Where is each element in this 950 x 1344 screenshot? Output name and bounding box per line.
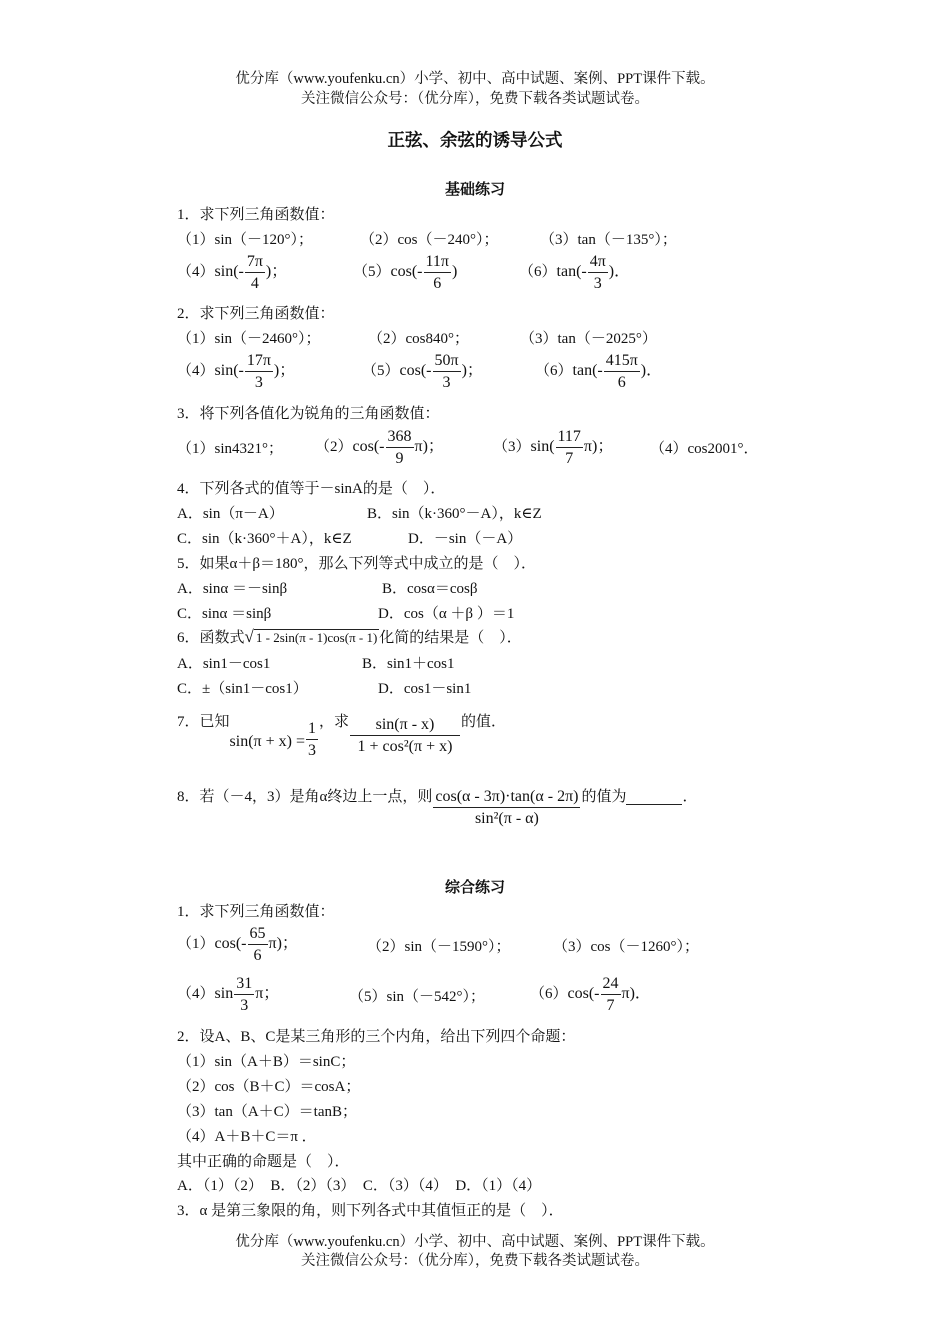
answer-blank <box>626 786 682 805</box>
basic-q3-stem: 3．将下列各值化为锐角的三角函数值： <box>177 406 440 422</box>
basic-q2-stem: 2．求下列三角函数值： <box>177 306 335 322</box>
basic-q6-option-b: B．sin1＋cos1 <box>362 656 455 672</box>
footer-line-2: 关注微信公众号：（优分库），免费下载各类试题试卷。 <box>301 1253 649 1269</box>
basic-q7: 7．已知sin(π + x) = $\frac{1}{3}$ ，求 $\frac{\sin(\pi - x)}{\text{1 + cos²(π + x)}}$ 的值． <box>177 714 506 759</box>
basic-q1-item-4: （4）sin(- $\frac{7\pi}{4}$ )； <box>177 253 288 292</box>
comp-q2-prop-4: （4）A＋B＋C＝π ． <box>177 1129 317 1145</box>
comp-q2-stem: 2．设A、B、C是某三角形的三个内角，给出下列四个命题： <box>177 1029 576 1045</box>
comp-q1-item-2: （2）sin（－1590°）； <box>367 939 511 955</box>
comp-q1-item-3: （3）cos（－1260°）； <box>553 939 699 955</box>
comp-q2-options: A．（1）（2） B．（2）（3） C．（3）（4） D．（1）（4） <box>177 1178 542 1194</box>
basic-q3-item-2: （2）cos(- $\frac{368}{9}$ π)； <box>315 428 444 467</box>
basic-q5-option-b: B．cosα＝cosβ <box>382 581 478 597</box>
section-heading-basic: 基础练习 <box>444 182 505 198</box>
section-heading-comprehensive: 综合练习 <box>444 880 505 896</box>
basic-q3-item-1: （1）sin4321°； <box>177 441 284 457</box>
comp-q2-ask: 其中正确的命题是（ ）． <box>177 1154 350 1170</box>
comp-q2-prop-3: （3）tan（A＋C）＝tanB； <box>177 1104 357 1120</box>
comp-q1-stem: 1．求下列三角函数值： <box>177 904 335 920</box>
comp-q2-prop-1: （1）sin（A＋B）＝sinC； <box>177 1054 356 1070</box>
basic-q1-stem: 1．求下列三角函数值： <box>177 207 335 223</box>
basic-q2-item-4: （4）sin(- $\frac{17\pi}{3}$ )； <box>177 352 296 391</box>
basic-q2-item-6: （6）tan(- $\frac{415\pi}{6}$ )． <box>535 352 663 391</box>
comp-q1-item-5: （5）sin（－542°）； <box>349 989 486 1005</box>
basic-q4-stem: 4．下列各式的值等于－sinA的是（ ）． <box>177 481 446 497</box>
basic-q2-item-3: （3）tan（－2025°） <box>520 331 657 347</box>
basic-q1-item-1: （1）sin（－120°）； <box>177 232 314 248</box>
basic-q4-option-c: C．sin（k·360°＋A），k∈Z <box>177 531 352 547</box>
basic-q5-option-d: D．cos（α ＋β ）＝1 <box>378 606 515 622</box>
basic-q6-stem: 6．函数式√ 1 - 2sin(π - 1)cos(π - 1) 化简的结果是（ ）． <box>177 627 522 646</box>
basic-q5-option-c: C．sinα ＝sinβ <box>177 606 272 622</box>
basic-q4-option-b: B．sin（k·360°－A），k∈Z <box>367 506 542 522</box>
basic-q2-item-1: （1）sin（－2460°）； <box>177 331 321 347</box>
basic-q1-item-2: （2）cos（－240°）； <box>360 232 499 248</box>
basic-q3-item-3: （3）sin( $\frac{117}{7}$ π)； <box>493 428 614 467</box>
basic-q5-stem: 5．如果α＋β＝180°，那么下列等式中成立的是（ ）． <box>177 556 536 572</box>
comp-q1-item-4: （4）sin $\frac{31}{3}$ π； <box>177 975 280 1014</box>
basic-q2-item-2: （2）cos840°； <box>368 331 469 347</box>
comp-q1-item-1: （1）cos(- $\frac{65}{6}$ π)； <box>177 925 298 964</box>
footer-line-1: 优分库（www.youfenku.cn）小学、初中、高中试题、案例、PPT课件下载。 <box>235 1234 715 1250</box>
header-line-1: 优分库（www.youfenku.cn）小学、初中、高中试题、案例、PPT课件下载。 <box>235 71 715 87</box>
comp-q1-item-6: （6）cos(- $\frac{24}{7}$ π)． <box>530 975 651 1014</box>
page-title: 正弦、余弦的诱导公式 <box>387 130 563 150</box>
comp-q3-stem: 3．α 是第三象限的角，则下列各式中其值恒正的是（ ）． <box>177 1203 564 1219</box>
basic-q3-item-4: （4）cos2001°． <box>650 441 759 457</box>
basic-q6-option-c: C．±（sin1－cos1） <box>177 681 308 697</box>
header-line-2: 关注微信公众号：（优分库），免费下载各类试题试卷。 <box>301 91 649 107</box>
basic-q4-option-a: A．sin（π－A） <box>177 506 284 522</box>
basic-q1-item-3: （3）tan（－135°）； <box>540 232 677 248</box>
basic-q6-option-a: A．sin1－cos1 <box>177 656 271 672</box>
basic-q4-option-d: D．－sin（－A） <box>408 531 523 547</box>
comp-q2-prop-2: （2）cos（B＋C）＝cosA； <box>177 1079 361 1095</box>
basic-q8: 8．若（－4，3）是角α终边上一点，则 $\frac{\cos(\alpha - 3\pi)\cdot\tan(\alpha - 2\pi)}{\text{sin²(π - α)}}$ 的值为 ． <box>177 788 698 827</box>
basic-q6-option-d: D．cos1－sin1 <box>378 681 472 697</box>
basic-q2-item-5: （5）cos(- $\frac{50\pi}{3}$ )； <box>362 352 483 391</box>
basic-q1-item-5: （5）cos(- $\frac{11\pi}{6}$ ) <box>353 253 458 292</box>
basic-q1-item-6: （6）tan(- $\frac{4\pi}{3}$ )． <box>519 253 631 292</box>
basic-q5-option-a: A．sinα ＝－sinβ <box>177 581 288 597</box>
